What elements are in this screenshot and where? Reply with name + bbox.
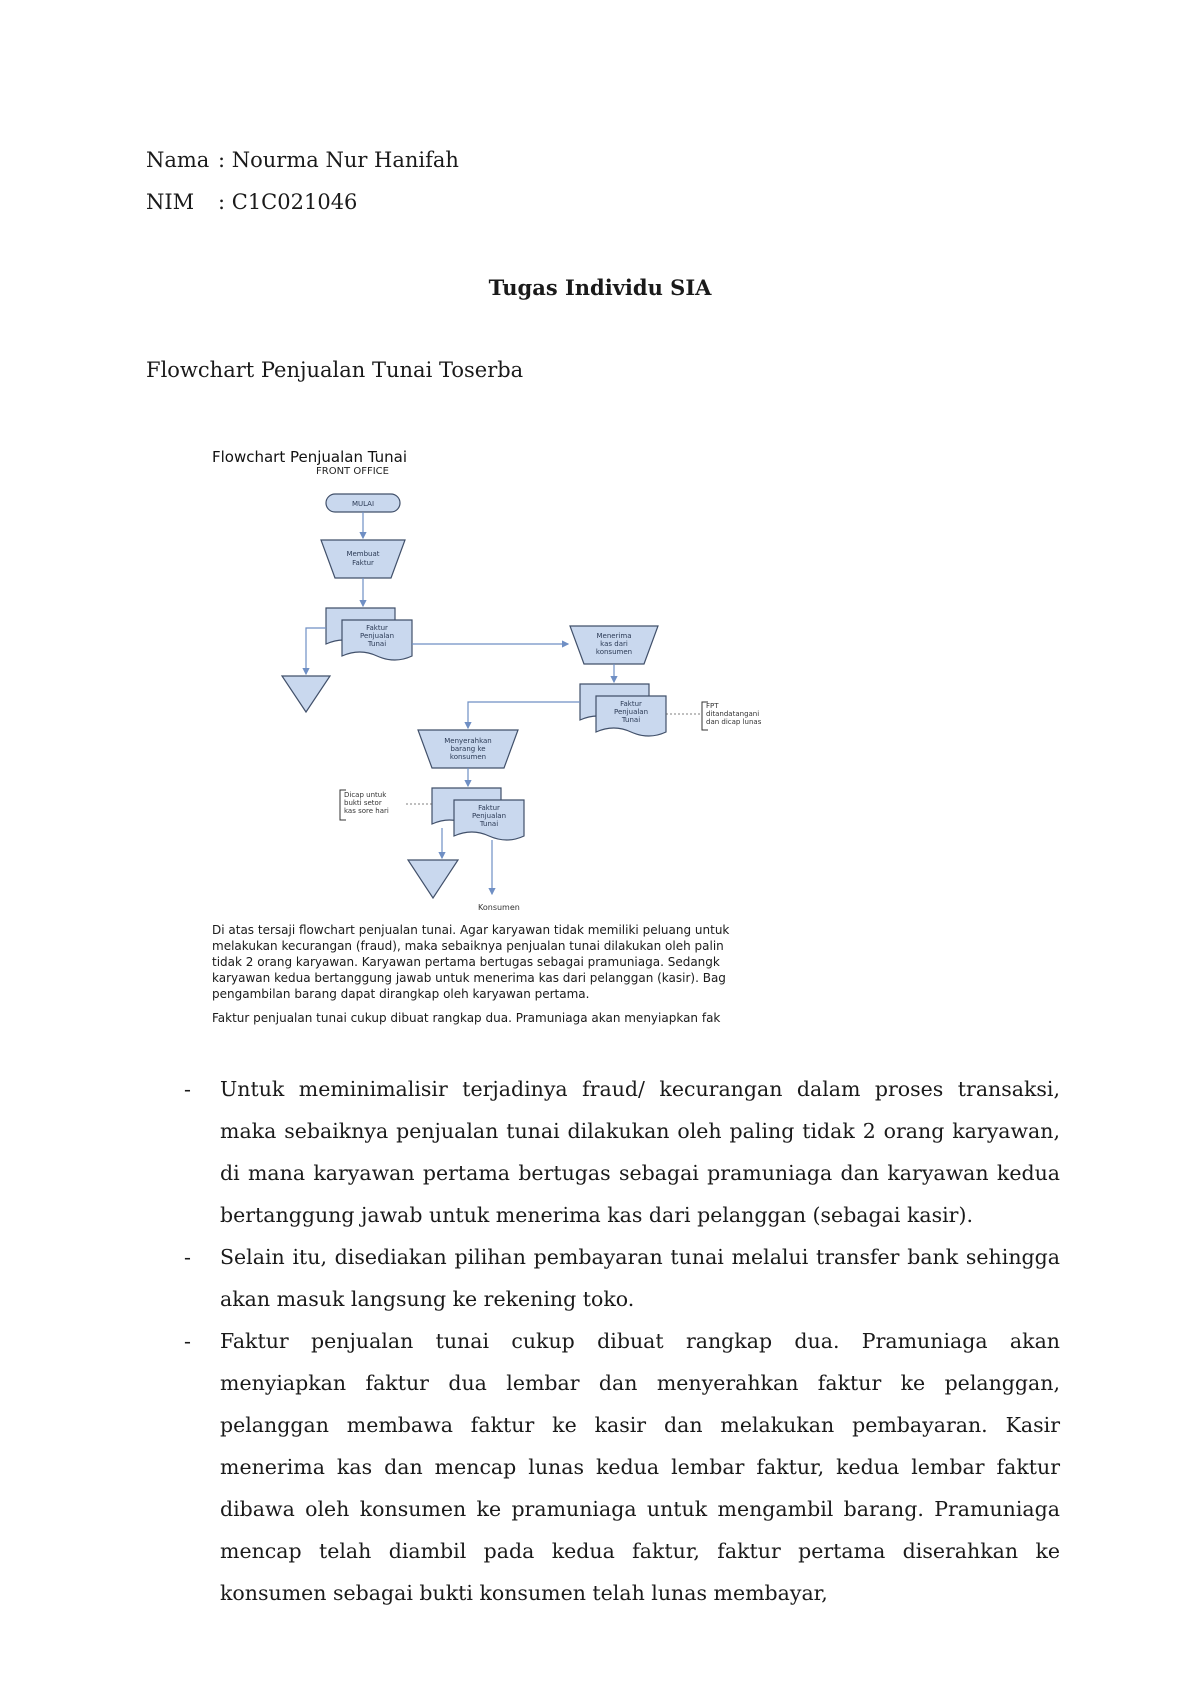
bullet-item-3 bbox=[180, 1320, 1060, 1614]
name-value: : Nourma Nur Hanifah bbox=[218, 148, 459, 172]
name-row bbox=[146, 148, 459, 172]
doc2-line2: Penjualan bbox=[613, 708, 649, 716]
bullet-marker: - bbox=[184, 1245, 191, 1269]
caption-line-5: pengambilan barang dapat dirangkap oleh karyawan pertama. bbox=[212, 987, 590, 1001]
step2-line3: konsumen bbox=[595, 648, 633, 656]
note2-line2: ditandatangani bbox=[706, 710, 760, 718]
doc3-line2: Penjualan bbox=[471, 812, 507, 820]
step3-line3: konsumen bbox=[449, 753, 487, 761]
doc3-line3: Tunai bbox=[479, 820, 499, 828]
document-subtitle: Flowchart Penjualan Tunai Toserba bbox=[146, 358, 524, 382]
doc2-line1: Faktur bbox=[620, 700, 642, 708]
note3-line3: kas sore hari bbox=[344, 807, 389, 815]
bullet-text-3: Faktur penjualan tunai cukup dibuat rangkap dua. Pramuniaga akan menyiapkan faktur dua lembar dan menyerahkan faktur ke pelanggan, pelanggan membawa faktur ke kasir dan melakukan pembayaran. Kasir menerima kas dan mencap lunas kedua lembar faktur, kedua lembar faktur dibawa oleh konsumen ke pramuniaga untuk mengambil barang. Pramuniaga mencap telah diambil pada kedua faktur, faktur pertama diserahkan ke konsumen sebagai bukti konsumen telah lunas membayar, bbox=[220, 1329, 1060, 1605]
step2-line1: Menerima bbox=[596, 632, 632, 640]
caption-line-6: Faktur penjualan tunai cukup dibuat rangkap dua. Pramuniaga akan menyiapkan fak bbox=[212, 1011, 721, 1025]
bullet-list bbox=[180, 1068, 1060, 1614]
step3-line2: barang ke bbox=[450, 745, 486, 753]
flowchart-svg bbox=[208, 448, 828, 1026]
bullet-item-1 bbox=[180, 1068, 1060, 1236]
doc3-line1: Faktur bbox=[478, 804, 500, 812]
note2-line3: dan dicap lunas bbox=[706, 718, 762, 726]
file-storage-1 bbox=[282, 676, 330, 712]
bullet-marker: - bbox=[184, 1329, 191, 1353]
step3-line1: Menyerahkan bbox=[444, 737, 492, 745]
flowchart-title: Flowchart Penjualan Tunai bbox=[212, 448, 408, 466]
doc1-line1: Faktur bbox=[366, 624, 388, 632]
bullet-text-2: Selain itu, disediakan pilihan pembayaran tunai melalui transfer bank sehingga akan masuk langsung ke rekening toko. bbox=[220, 1245, 1060, 1311]
nim-row bbox=[146, 190, 357, 214]
caption-line-3: tidak 2 orang karyawan. Karyawan pertama bertugas sebagai pramuniaga. Sedangk bbox=[212, 955, 720, 969]
doc1-line3: Tunai bbox=[367, 640, 387, 648]
file-storage-2 bbox=[408, 860, 458, 898]
note2-line1: FPT bbox=[706, 702, 719, 710]
name-label: Nama bbox=[146, 148, 210, 172]
step2-line2: kas dari bbox=[600, 640, 628, 648]
nim-label: NIM bbox=[146, 190, 195, 214]
nim-value: : C1C021046 bbox=[218, 190, 358, 214]
step1-line1: Membuat bbox=[346, 550, 380, 558]
step1-line2: Faktur bbox=[352, 559, 374, 567]
caption-line-1: Di atas tersaji flowchart penjualan tunai. Agar karyawan tidak memiliki peluang untuk bbox=[212, 923, 730, 937]
document-title: Tugas Individu SIA bbox=[488, 275, 712, 300]
flowchart-section: FRONT OFFICE bbox=[316, 466, 389, 477]
bullet-item-2 bbox=[180, 1236, 1060, 1320]
doc2-line3: Tunai bbox=[621, 716, 641, 724]
flowchart-figure bbox=[208, 448, 828, 1026]
end-consumer-label: Konsumen bbox=[478, 903, 520, 912]
note3-line1: Dicap untuk bbox=[344, 791, 387, 799]
caption-line-4: karyawan kedua bertanggung jawab untuk menerima kas dari pelanggan (kasir). Bag bbox=[212, 971, 726, 985]
bullet-text-1: Untuk meminimalisir terjadinya fraud/ kecurangan dalam proses transaksi, maka sebaiknya penjualan tunai dilakukan oleh paling tidak 2 orang karyawan, di mana karyawan pertama bertugas sebagai pramuniaga dan karyawan kedua bertanggung jawab untuk menerima kas dari pelanggan (sebagai kasir). bbox=[220, 1077, 1060, 1227]
note3-line2: bukti setor bbox=[344, 799, 382, 807]
bullet-marker: - bbox=[184, 1077, 191, 1101]
caption-line-2: melakukan kecurangan (fraud), maka sebaiknya penjualan tunai dilakukan oleh palin bbox=[212, 939, 724, 953]
start-label: MULAI bbox=[351, 500, 375, 508]
doc1-line2: Penjualan bbox=[359, 632, 395, 640]
